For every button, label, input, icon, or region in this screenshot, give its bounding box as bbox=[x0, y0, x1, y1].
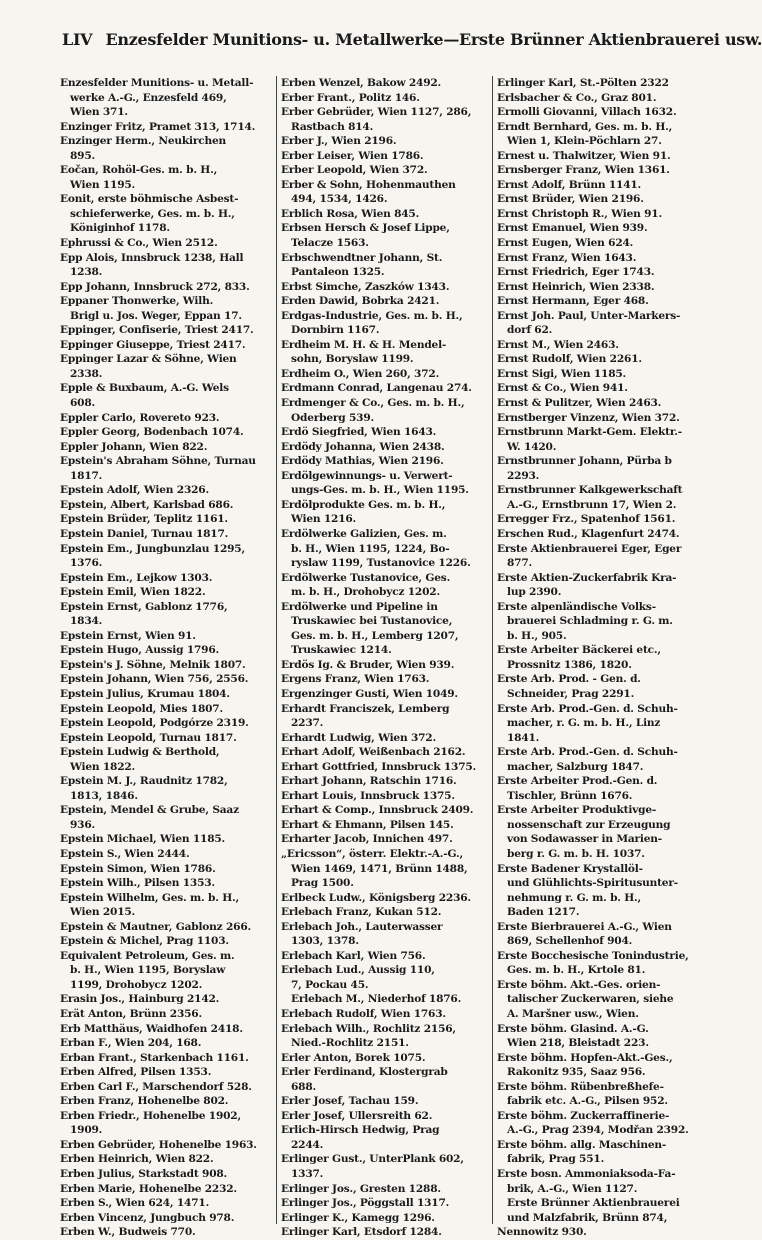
directory-entry-line: Erhart Johann, Ratschin 1716. bbox=[281, 775, 457, 788]
directory-entry-line: Epstein Adolf, Wien 2326. bbox=[60, 484, 209, 497]
directory-entry-line: Wien 2015. bbox=[70, 906, 136, 919]
directory-entry-line: Ernst M., Wien 2463. bbox=[497, 338, 619, 351]
directory-entry-line: brik, A.-G., Wien 1127. bbox=[507, 1182, 638, 1195]
directory-entry-line: Epstein Ernst, Gablonz 1776, bbox=[60, 600, 228, 613]
directory-entry-line: Enzesfelder Munitions- u. Metall- bbox=[60, 77, 254, 89]
directory-entry-line: Wien 1822. bbox=[70, 760, 136, 773]
directory-entry-line: Erste böhm. Zuckerraffinerie- bbox=[497, 1109, 670, 1122]
column-left bbox=[60, 76, 270, 1239]
directory-entry-line: Ernst Sigi, Wien 1185. bbox=[497, 367, 627, 380]
directory-entry-line: Epstein's J. Söhne, Melnik 1807. bbox=[60, 658, 246, 671]
directory-entry-line: Erler Ferdinand, Klostergrab bbox=[281, 1066, 448, 1079]
directory-entry-line: Tischler, Brünn 1676. bbox=[507, 789, 633, 802]
directory-entry-line: Erdölgewinnungs- u. Verwert- bbox=[281, 469, 453, 482]
directory-entry-line: 2293. bbox=[507, 469, 540, 482]
directory-entry-line: Epstein Ludwig & Berthold, bbox=[60, 746, 220, 759]
directory-entry-line: Erste böhm. Glasind. A.-G. bbox=[497, 1022, 649, 1035]
directory-entry-line: Erdölwerke Tustanovice, Ges. bbox=[281, 571, 451, 584]
directory-entry-line: Ernst & Co., Wien 941. bbox=[497, 382, 628, 395]
directory-entry-line: A. Maršner usw., Wien. bbox=[507, 1008, 639, 1020]
directory-entry-line: Dornbirn 1167. bbox=[291, 324, 380, 337]
directory-entry-line: Erben Gebrüder, Hohenelbe 1963. bbox=[60, 1138, 257, 1151]
directory-entry-line: 7, Pockau 45. bbox=[291, 978, 369, 991]
directory-entry-line: Epstein Em., Jungbunzlau 1295, bbox=[60, 542, 245, 555]
directory-entry-line: Epstein Leopold, Podgórze 2319. bbox=[60, 717, 249, 730]
directory-entry-line: talischer Zuckerwaren, siehe bbox=[507, 993, 674, 1006]
directory-entry-line: Erste bosn. Ammoniaksoda-Fa- bbox=[497, 1168, 676, 1181]
directory-entry-line: Erste Arb. Prod.-Gen. d. Schuh- bbox=[497, 702, 678, 715]
directory-entry-line: Erber J., Wien 2196. bbox=[281, 135, 397, 148]
directory-entry-line: Erben Heinrich, Wien 822. bbox=[60, 1153, 214, 1166]
directory-entry-line: Epp Johann, Innsbruck 272, 833. bbox=[60, 280, 250, 293]
directory-entry-line: „Ericsson“, österr. Elektr.-A.-G., bbox=[281, 847, 463, 860]
directory-entry-line: Erlich-Hirsch Hedwig, Prag bbox=[281, 1124, 440, 1137]
directory-entry-line: Erlebach Rudolf, Wien 1763. bbox=[281, 1008, 446, 1020]
directory-entry-line: Erlinger Gust., UnterPlank 602, bbox=[281, 1153, 464, 1166]
directory-entry-line: Erlinger Jos., Gresten 1288. bbox=[281, 1182, 441, 1195]
directory-entry-line: Ernst Eugen, Wien 624. bbox=[497, 237, 634, 250]
directory-entry-line: Eonit, erste böhmische Asbest- bbox=[60, 193, 239, 206]
directory-entry-line: 895. bbox=[70, 149, 96, 162]
directory-entry-line: Ergens Franz, Wien 1763. bbox=[281, 673, 430, 686]
directory-entry-line: Erndt Bernhard, Ges. m. b. H., bbox=[497, 120, 673, 133]
directory-entry-line: Erste Arbeiter Produktivge- bbox=[497, 804, 657, 817]
directory-entry-line: 1303, 1378. bbox=[291, 935, 359, 948]
directory-entry-line: Erlebach Joh., Lauterwasser bbox=[281, 920, 443, 933]
directory-entry-line: Erblich Rosa, Wien 845. bbox=[281, 207, 420, 220]
directory-entry-line: Epstein, Mendel & Grube, Saaz bbox=[60, 804, 239, 817]
directory-entry-line: Ergenzinger Gusti, Wien 1049. bbox=[281, 687, 458, 700]
directory-entry-line: 1909. bbox=[70, 1124, 103, 1137]
directory-entry-line: nossenschaft zur Erzeugung bbox=[507, 818, 671, 831]
directory-entry-line: Ernst Rudolf, Wien 2261. bbox=[497, 353, 642, 366]
directory-entry-line: 2338. bbox=[70, 367, 103, 380]
directory-entry-line: Erber Leiser, Wien 1786. bbox=[281, 149, 424, 162]
directory-entry-line: Oderberg 539. bbox=[291, 411, 374, 424]
directory-entry-line: Eočan, Rohöl-Ges. m. b. H., bbox=[60, 164, 218, 177]
directory-entry-line: fabrik, Prag 551. bbox=[507, 1153, 605, 1166]
directory-entry-line: Epstein Wilhelm, Ges. m. b. H., bbox=[60, 891, 239, 904]
directory-entry-line: Epstein Hugo, Aussig 1796. bbox=[60, 644, 219, 657]
column-middle bbox=[276, 76, 487, 1239]
directory-entry-line: Ernsberger Franz, Wien 1361. bbox=[497, 164, 670, 177]
directory-entry-line: A.-G., Prag 2394, Modřan 2392. bbox=[507, 1124, 689, 1137]
directory-entry-line: macher, r. G. m. b. H., Linz bbox=[507, 717, 661, 730]
directory-entry-line: A.-G., Ernstbrunn 17, Wien 2. bbox=[507, 498, 677, 511]
directory-entry-line: Epstein Leopold, Turnau 1817. bbox=[60, 731, 237, 744]
directory-entry-line: Wien 1469, 1471, Brünn 1488, bbox=[291, 862, 468, 875]
directory-entry-line: Ermolli Giovanni, Villach 1632. bbox=[497, 106, 677, 119]
directory-entry-line: Erste Bocchesische Tonindustrie, bbox=[497, 949, 689, 962]
directory-entry-line: Erden Dawid, Bobrka 2421. bbox=[281, 295, 440, 308]
directory-entry-line: Erste Arb. Prod.-Gen. d. Schuh- bbox=[497, 746, 678, 759]
directory-entry-line: Wien 1, Klein-Pöchlarn 27. bbox=[507, 135, 662, 148]
directory-entry-line: Erben S., Wien 624, 1471. bbox=[60, 1197, 210, 1210]
directory-entry-line: Erhart & Comp., Innsbruck 2409. bbox=[281, 804, 474, 817]
directory-entry-line: Erste Aktien-Zuckerfabrik Kra- bbox=[497, 571, 677, 584]
directory-entry-line: ryslaw 1199, Tustanovice 1226. bbox=[291, 557, 471, 570]
page-number: LIV bbox=[62, 30, 93, 49]
directory-entry-line: Ernst Franz, Wien 1643. bbox=[497, 251, 637, 264]
directory-entry-line: 494, 1534, 1426. bbox=[291, 193, 388, 206]
directory-entry-line: Baden 1217. bbox=[507, 906, 580, 919]
directory-entry-line: berg r. G. m. b. H. 1037. bbox=[507, 847, 645, 860]
directory-entry-line: Eppler Carlo, Rovereto 923. bbox=[60, 411, 220, 424]
directory-entry-line: Eppler Georg, Bodenbach 1074. bbox=[60, 426, 244, 439]
directory-entry-line: Ernst Adolf, Brünn 1141. bbox=[497, 178, 642, 191]
directory-entry-line: Epstein Brüder, Teplitz 1161. bbox=[60, 513, 228, 526]
directory-entry-line: 2244. bbox=[291, 1138, 324, 1151]
directory-entry-line: Epstein S., Wien 2444. bbox=[60, 847, 190, 860]
directory-entry-line: Erben Marie, Hohenelbe 2232. bbox=[60, 1182, 237, 1195]
directory-entry-line: Erlsbacher & Co., Graz 801. bbox=[497, 91, 657, 104]
directory-entry-line: W. 1420. bbox=[507, 440, 557, 453]
directory-entry-line: Telacze 1563. bbox=[291, 237, 369, 250]
directory-entry-line: Erdölwerke Galizien, Ges. m. bbox=[281, 527, 447, 540]
directory-entry-line: Erhart Gottfried, Innsbruck 1375. bbox=[281, 760, 477, 773]
directory-entry-line: Ernst & Pulitzer, Wien 2463. bbox=[497, 397, 662, 410]
directory-entry-line: Epstein Em., Lejkow 1303. bbox=[60, 571, 213, 584]
directory-entry-line: und Glühlichts-Spiritusunter- bbox=[507, 877, 678, 890]
directory-entry-line: Erlebach Karl, Wien 756. bbox=[281, 949, 426, 962]
directory-entry-line: Epstein Julius, Krumau 1804. bbox=[60, 687, 230, 700]
directory-entry-line: Ernstbrunn Markt-Gem. Elektr.- bbox=[497, 426, 682, 439]
page-title: Enzesfelder Munitions- u. Metallwerke—Erste Brünner Aktienbrauerei usw. bbox=[105, 30, 762, 49]
directory-entry-line: 869, Schellenhof 904. bbox=[507, 935, 633, 948]
directory-entry-line: Erban Frant., Starkenbach 1161. bbox=[60, 1051, 249, 1064]
directory-entry-line: Epstein Ernst, Wien 91. bbox=[60, 629, 196, 642]
directory-entry-line: Erlinger Jos., Pöggstall 1317. bbox=[281, 1197, 450, 1210]
directory-entry-line: Epstein M. J., Raudnitz 1782, bbox=[60, 775, 228, 788]
directory-entry-line: 608. bbox=[70, 397, 96, 410]
directory-entry-line: Ernst Joh. Paul, Unter-Markers- bbox=[497, 309, 681, 322]
directory-entry-line: Erban F., Wien 204, 168. bbox=[60, 1037, 202, 1050]
directory-entry-line: Erlinger Karl, Etsdorf 1284. bbox=[281, 1226, 442, 1239]
directory-entry-line: Rastbach 814. bbox=[291, 120, 374, 133]
page-header bbox=[62, 30, 762, 49]
directory-entry-line: Epstein & Michel, Prag 1103. bbox=[60, 935, 229, 948]
directory-entry-line: Equivalent Petroleum, Ges. m. bbox=[60, 949, 235, 962]
directory-entry-line: Epstein Michael, Wien 1185. bbox=[60, 833, 226, 846]
directory-entry-line: Epstein Simon, Wien 1786. bbox=[60, 862, 216, 875]
directory-entry-line: Epple & Buxbaum, A.-G. Wels bbox=[60, 382, 229, 395]
directory-entry-line: Erbschwendtner Johann, St. bbox=[281, 251, 443, 264]
directory-entry-line: Erste böhm. Hopfen-Akt.-Ges., bbox=[497, 1051, 673, 1064]
directory-entry-line: von Sodawasser in Marien- bbox=[507, 833, 662, 846]
directory-entry-line: m. b. H., Drohobycz 1202. bbox=[291, 586, 440, 599]
directory-entry-line: Erler Josef, Ullersreith 62. bbox=[281, 1109, 433, 1122]
directory-entry-line: Erste böhm. allg. Maschinen- bbox=[497, 1138, 667, 1151]
directory-entry-line: Erbsen Hersch & Josef Lippe, bbox=[281, 222, 450, 235]
directory-entry-line: Erdheim O., Wien 260, 372. bbox=[281, 367, 440, 380]
directory-entry-line: Truskawiec bei Tustanovice, bbox=[291, 615, 453, 628]
directory-entry-line: Erben Franz, Hohenelbe 802. bbox=[60, 1095, 229, 1108]
directory-entry-line: Erregger Frz., Spatenhof 1561. bbox=[497, 513, 676, 526]
directory-entry-line: Erben Alfred, Pilsen 1353. bbox=[60, 1066, 212, 1079]
directory-entry-line: Erben Wenzel, Bakow 2492. bbox=[281, 77, 442, 89]
directory-entry-line: Erdölwerke und Pipeline in bbox=[281, 600, 438, 613]
directory-entry-line: Prossnitz 1386, 1820. bbox=[507, 658, 632, 671]
directory-entry-line: brauerei Schladming r. G. m. bbox=[507, 615, 673, 628]
directory-entry-line: Erdmann Conrad, Langenau 274. bbox=[281, 382, 472, 395]
directory-entry-line: Ges. m. b. H., Lemberg 1207, bbox=[291, 629, 459, 642]
directory-entry-line: Erasin Jos., Hainburg 2142. bbox=[60, 993, 220, 1006]
directory-entry-line: Erlebach Wilh., Rochlitz 2156, bbox=[281, 1022, 456, 1035]
directory-entry-line: Erdheim M. H. & H. Mendel- bbox=[281, 338, 447, 351]
directory-entry-line: und Malzfabrik, Brünn 874, bbox=[507, 1211, 668, 1224]
directory-entry-line: Ernst Heinrich, Wien 2338. bbox=[497, 280, 655, 293]
directory-entry-line: lup 2390. bbox=[507, 586, 562, 599]
column-right bbox=[492, 76, 707, 1239]
directory-entry-line: Wien 218, Bleistadt 223. bbox=[507, 1037, 649, 1050]
directory-entry-line: 1238. bbox=[70, 266, 103, 279]
directory-entry-line: Erdgas-Industrie, Ges. m. b. H., bbox=[281, 309, 463, 322]
directory-entry-line: nehmung r. G. m. b. H., bbox=[507, 891, 642, 904]
directory-entry-line: Erschen Rud., Klagenfurt 2474. bbox=[497, 527, 680, 540]
directory-entry-line: Ernst Christoph R., Wien 91. bbox=[497, 207, 662, 220]
directory-entry-line: Erste Brünner Aktienbrauerei bbox=[507, 1197, 680, 1210]
directory-entry-line: b. H., Wien 1195, Boryslaw bbox=[70, 964, 226, 977]
directory-entry-line: Rakonitz 935, Saaz 956. bbox=[507, 1066, 646, 1079]
directory-entry-line: Erlebach Franz, Kukan 512. bbox=[281, 906, 442, 919]
directory-entry-line: Eppler Johann, Wien 822. bbox=[60, 440, 208, 453]
directory-entry-line: sohn, Boryslaw 1199. bbox=[291, 353, 414, 366]
directory-entry-line: Erste Arb. Prod. - Gen. d. bbox=[497, 673, 641, 686]
directory-entry-line: Erhart & Ehmann, Pilsen 145. bbox=[281, 818, 454, 831]
directory-entry-line: Erdös Ig. & Bruder, Wien 939. bbox=[281, 658, 455, 671]
directory-entry-line: Wien 371. bbox=[70, 106, 128, 119]
directory-entry-line: Nied.-Rochlitz 2151. bbox=[291, 1037, 409, 1050]
directory-columns bbox=[60, 76, 706, 1239]
directory-entry-line: Enzinger Fritz, Pramet 313, 1714. bbox=[60, 120, 256, 133]
directory-entry-line: Erharter Jacob, Innichen 497. bbox=[281, 833, 453, 846]
directory-entry-line: Wien 1216. bbox=[291, 513, 357, 526]
directory-entry-line: Erben Vincenz, Jungbuch 978. bbox=[60, 1211, 235, 1224]
directory-entry-line: Erste Arbeiter Prod.-Gen. d. bbox=[497, 775, 658, 788]
directory-entry-line: Erste böhm. Akt.-Ges. orien- bbox=[497, 978, 661, 991]
directory-entry-line: Erdmenger & Co., Ges. m. b. H., bbox=[281, 397, 465, 410]
directory-entry-line: fabrik etc. A.-G., Pilsen 952. bbox=[507, 1095, 668, 1108]
directory-entry-line: Eppinger, Confiserie, Triest 2417. bbox=[60, 324, 254, 337]
directory-entry-line: Erste Badener Krystallöl- bbox=[497, 862, 643, 875]
directory-entry-line: Epp Alois, Innsbruck 1238, Hall bbox=[60, 251, 244, 264]
directory-entry-line: Erdödy Johanna, Wien 2438. bbox=[281, 440, 445, 453]
directory-entry-line: Ernst Emanuel, Wien 939. bbox=[497, 222, 648, 235]
directory-entry-line: b. H., Wien 1195, 1224, Bo- bbox=[291, 542, 450, 555]
directory-entry-line: Epstein, Albert, Karlsbad 686. bbox=[60, 498, 234, 511]
directory-entry-line: Prag 1500. bbox=[291, 877, 354, 890]
directory-entry-line: Enzinger Herm., Neukirchen bbox=[60, 135, 227, 148]
directory-entry-line: Erben Julius, Starkstadt 908. bbox=[60, 1168, 228, 1181]
directory-entry-line: Epstein Emil, Wien 1822. bbox=[60, 586, 206, 599]
directory-entry-line: 1376. bbox=[70, 557, 103, 570]
directory-entry-line: Erber Gebrüder, Wien 1127, 286, bbox=[281, 106, 472, 119]
directory-entry-line: Erbst Simche, Zaszków 1343. bbox=[281, 280, 450, 293]
directory-entry-line: Ernstbrunner Kalkgewerkschaft bbox=[497, 484, 683, 497]
directory-entry-line: 936. bbox=[70, 818, 96, 831]
directory-entry-line: Erste alpenländische Volks- bbox=[497, 600, 656, 613]
directory-entry-line: Erdö Siegfried, Wien 1643. bbox=[281, 426, 437, 439]
directory-entry-line: schieferwerke, Ges. m. b. H., bbox=[70, 207, 235, 220]
directory-entry-line: Ges. m. b. H., Krtole 81. bbox=[507, 964, 646, 977]
directory-entry-line: Epstein Leopold, Mies 1807. bbox=[60, 702, 223, 715]
directory-entry-line: Erber & Sohn, Hohenmauthen bbox=[281, 178, 456, 191]
directory-entry-line: Wien 1195. bbox=[70, 178, 136, 191]
directory-entry-line: Eppaner Thonwerke, Wilh. bbox=[60, 295, 214, 308]
directory-entry-line: macher, Salzburg 1847. bbox=[507, 760, 644, 773]
directory-entry-line: Epstein's Abraham Söhne, Turnau bbox=[60, 455, 256, 468]
directory-entry-line: Erhart Adolf, Weißenbach 2162. bbox=[281, 746, 466, 759]
directory-entry-line: Erben Friedr., Hohenelbe 1902, bbox=[60, 1109, 241, 1122]
directory-entry-line: Erät Anton, Brünn 2356. bbox=[60, 1008, 202, 1020]
directory-entry-line: 1817. bbox=[70, 469, 103, 482]
directory-entry-line: Erlbeck Ludw., Königsberg 2236. bbox=[281, 891, 471, 904]
directory-entry-line: 2237. bbox=[291, 717, 324, 730]
directory-entry-line: Epstein Daniel, Turnau 1817. bbox=[60, 527, 229, 540]
directory-entry-line: Epstein & Mautner, Gablonz 266. bbox=[60, 920, 251, 933]
directory-entry-line: Ephrussi & Co., Wien 2512. bbox=[60, 237, 218, 250]
directory-entry-line: Ernest u. Thalwitzer, Wien 91. bbox=[497, 149, 671, 162]
directory-entry-line: Ernst Hermann, Eger 468. bbox=[497, 295, 649, 308]
directory-entry-line: Schneider, Prag 2291. bbox=[507, 687, 635, 700]
directory-entry-line: dorf 62. bbox=[507, 324, 553, 337]
directory-entry-line: Erdölprodukte Ges. m. b. H., bbox=[281, 498, 446, 511]
directory-entry-line: Erste böhm. Rübenbreßhefe- bbox=[497, 1080, 664, 1093]
directory-entry-line: werke A.-G., Enzesfeld 469, bbox=[70, 91, 227, 104]
directory-entry-line: Erler Anton, Borek 1075. bbox=[281, 1051, 426, 1064]
directory-entry-line: b. H., 905. bbox=[507, 629, 567, 642]
directory-entry-line: Epstein Johann, Wien 756, 2556. bbox=[60, 673, 249, 686]
directory-entry-line: Königinhof 1178. bbox=[70, 222, 170, 235]
directory-entry-line: Erste Arbeiter Bäckerei etc., bbox=[497, 644, 661, 657]
directory-entry-line: Eppinger Lazar & Söhne, Wien bbox=[60, 353, 237, 366]
directory-entry-line: Nennowitz 930. bbox=[497, 1226, 587, 1239]
directory-entry-line: Erdödy Mathias, Wien 2196. bbox=[281, 455, 444, 468]
directory-entry-line: Erlinger K., Kamegg 1296. bbox=[281, 1211, 435, 1224]
directory-entry-line: 1813, 1846. bbox=[70, 789, 138, 802]
directory-entry-line: 1199, Drohobycz 1202. bbox=[70, 978, 203, 991]
directory-entry-line: Erste Aktienbrauerei Eger, Eger bbox=[497, 542, 682, 555]
directory-entry-line: Erlebach Lud., Aussig 110, bbox=[281, 964, 435, 977]
directory-entry-line: Erben W., Budweis 770. bbox=[60, 1226, 196, 1239]
directory-entry-line: Erhardt Ludwig, Wien 372. bbox=[281, 731, 436, 744]
directory-entry-line: Erler Josef, Tachau 159. bbox=[281, 1095, 419, 1108]
directory-entry-line: 1841. bbox=[507, 731, 540, 744]
directory-entry-line: Truskawiec 1214. bbox=[291, 644, 392, 657]
directory-entry-line: Eppinger Giuseppe, Triest 2417. bbox=[60, 338, 246, 351]
directory-entry-line: 1834. bbox=[70, 615, 103, 628]
directory-entry-line: Ernst Brüder, Wien 2196. bbox=[497, 193, 644, 206]
directory-entry-line: Ernstberger Vinzenz, Wien 372. bbox=[497, 411, 680, 424]
directory-entry-line: Erhart Louis, Innsbruck 1375. bbox=[281, 789, 455, 802]
directory-entry-line: Erhardt Franciszek, Lemberg bbox=[281, 702, 450, 715]
directory-entry-line: Erb Matthäus, Waidhofen 2418. bbox=[60, 1022, 243, 1035]
directory-entry-line: ungs-Ges. m. b. H., Wien 1195. bbox=[291, 484, 469, 497]
directory-entry-line: Brigl u. Jos. Weger, Eppan 17. bbox=[70, 309, 242, 322]
directory-entry-line: Erben Carl F., Marschendorf 528. bbox=[60, 1080, 252, 1093]
directory-entry-line: Erlebach M., Niederhof 1876. bbox=[291, 993, 462, 1006]
directory-entry-line: Erlinger Karl, St.-Pölten 2322 bbox=[497, 77, 669, 89]
directory-entry-line: Pantaleon 1325. bbox=[291, 266, 385, 279]
directory-entry-line: Ernstbrunner Johann, Pürba b bbox=[497, 455, 672, 468]
directory-entry-line: Erber Frant., Politz 146. bbox=[281, 91, 420, 104]
directory-entry-line: Ernst Friedrich, Eger 1743. bbox=[497, 266, 655, 279]
directory-entry-line: 688. bbox=[291, 1080, 317, 1093]
directory-entry-line: Erste Bierbrauerei A.-G., Wien bbox=[497, 920, 672, 933]
directory-entry-line: Erber Leopold, Wien 372. bbox=[281, 164, 428, 177]
directory-entry-line: Epstein Wilh., Pilsen 1353. bbox=[60, 877, 215, 890]
directory-entry-line: 877. bbox=[507, 557, 533, 570]
directory-entry-line: 1337. bbox=[291, 1168, 324, 1181]
